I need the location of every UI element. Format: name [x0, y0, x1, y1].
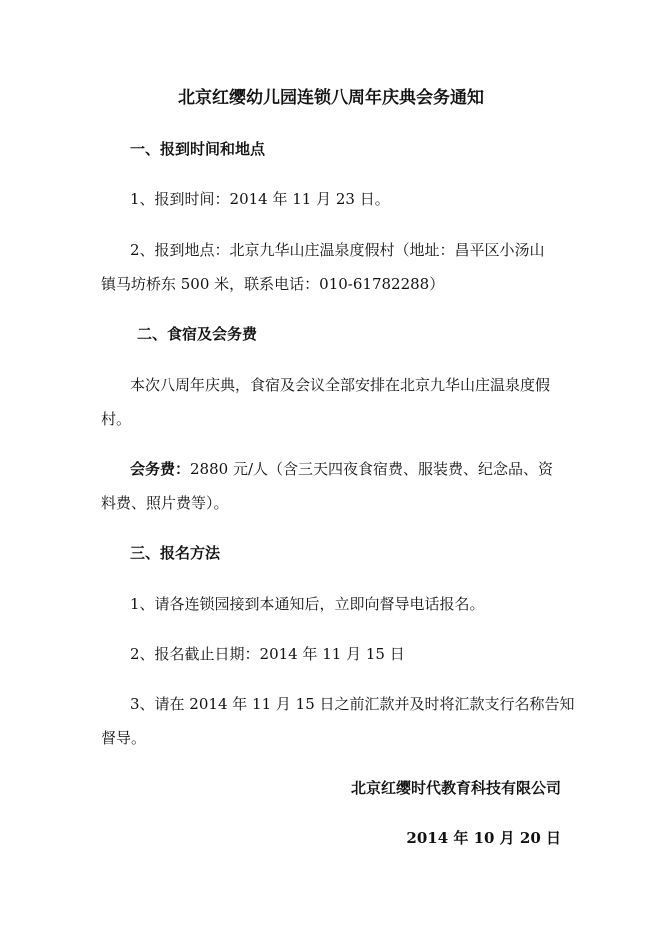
fee-detail: 2880 元/人（含三天四夜食宿费、服装费、纪念品、资 [190, 460, 554, 478]
signature-company: 北京红缨时代教育科技有限公司 [350, 779, 561, 797]
section-3-heading: 三、报名方法 [130, 544, 221, 562]
section-1-item-1: 1、报到时间：2014 年 11 月 23 日。 [130, 190, 390, 208]
section-2-paragraph-line-2: 村。 [101, 410, 132, 428]
fee-line-1 [130, 459, 553, 479]
section-3-item-1: 1、请各连锁园接到本通知后，立即向督导电话报名。 [130, 595, 485, 613]
section-3-item-3-line-2: 督导。 [101, 729, 147, 747]
document-title: 北京红缨幼儿园连锁八周年庆典会务通知 [178, 88, 484, 108]
signature-date: 2014 年 10 月 20 日 [406, 829, 561, 847]
section-3-item-3-line-1: 3、请在 2014 年 11 月 15 日之前汇款并及时将汇款支行名称告知 [130, 695, 575, 713]
section-1-item-2-line-2: 镇马坊桥东 500 米，联系电话：010-61782288） [101, 275, 445, 293]
fee-line-2: 料费、照片费等）。 [101, 494, 229, 512]
fee-label: 会务费： [130, 460, 191, 478]
section-3-item-2: 2、报名截止日期：2014 年 11 月 15 日 [130, 645, 405, 663]
section-1-item-2-line-1: 2、报到地点：北京九华山庄温泉度假村（地址：昌平区小汤山 [130, 241, 545, 259]
section-1-heading: 一、报到时间和地点 [130, 140, 266, 158]
section-2-paragraph-line-1: 本次八周年庆典，食宿及会议全部安排在北京九华山庄温泉度假 [130, 376, 551, 394]
section-2-heading: 二、食宿及会务费 [137, 325, 258, 343]
